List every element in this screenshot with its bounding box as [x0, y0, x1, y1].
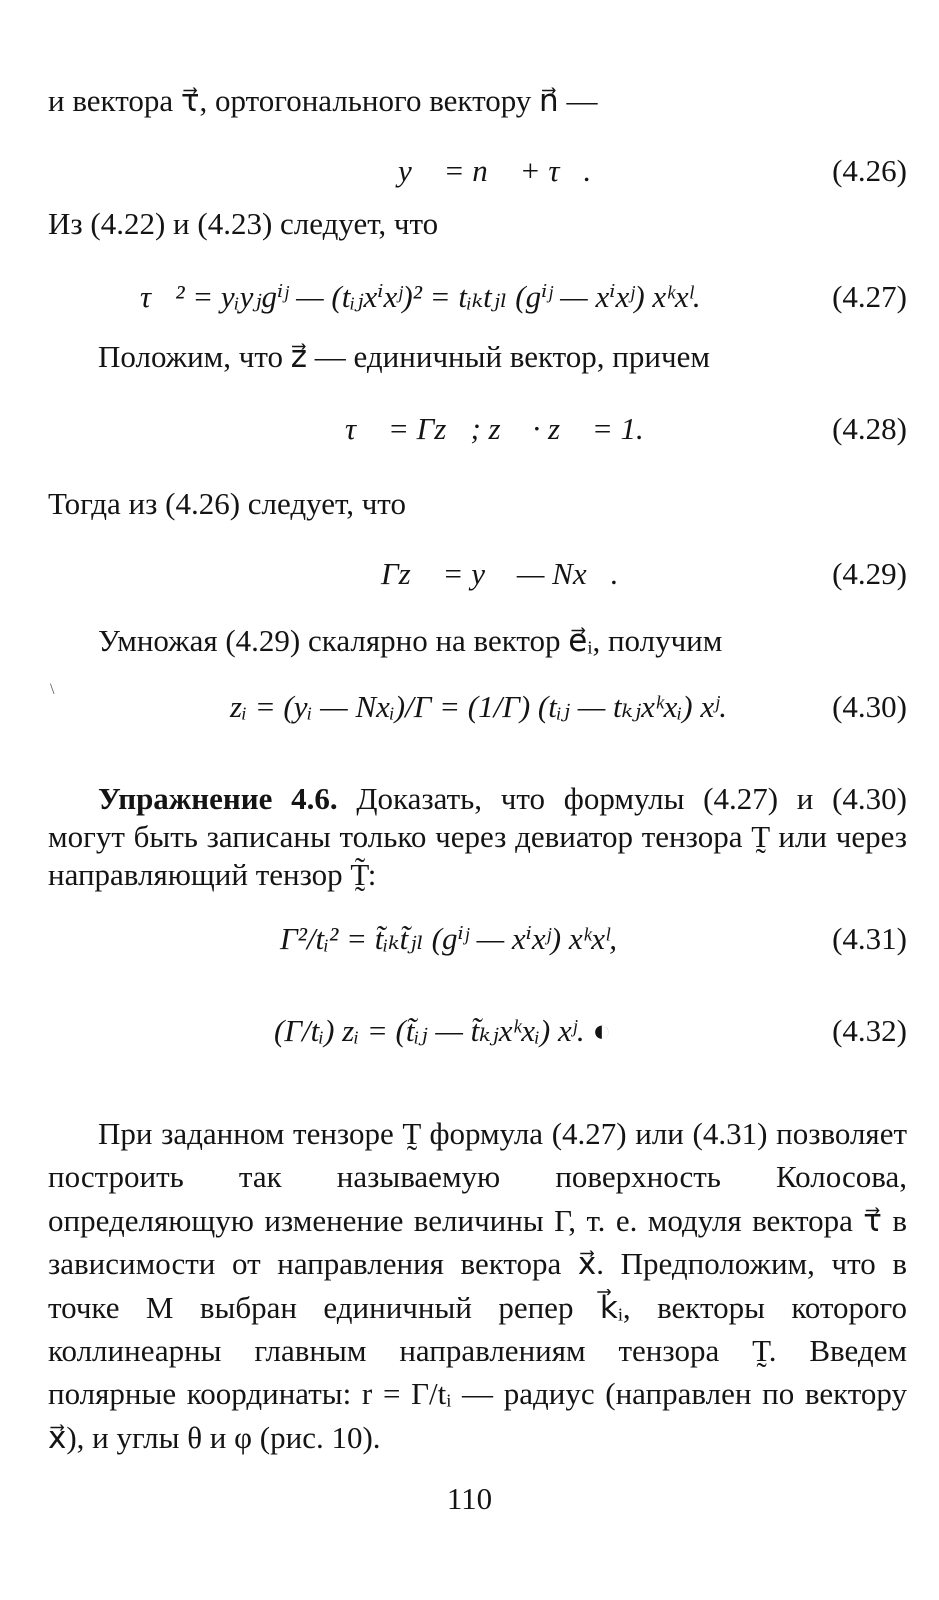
- text-line-5: Умножая (4.29) скалярно на вектор e⃗ᵢ, получим: [98, 623, 723, 658]
- equation-formula: τ⃗ = Γz⃗; z⃗ · z⃗ = 1.: [345, 411, 644, 446]
- equation-number: (4.26): [832, 153, 907, 188]
- main-paragraph: При заданном тензоре T̰ формула (4.27) или (4.31) позволяет построить так называемую поверхность Колосова, определяющую изменение величины Γ, т. е. модуля вектора τ⃗ в зависимости от направления вектора x⃗. Предположим, что в точке M выбран единичный репер k⃗ᵢ, векторы которого коллинеарны главным направлениям тензора T̰. Введем полярные координаты: r = Γ/tᵢ — радиус (направлен по вектору x⃗), и углы θ и φ (рис. 10).: [48, 1116, 907, 1455]
- text-line-1: и вектора τ⃗, ортогонального вектору n⃗ —: [48, 83, 598, 118]
- equation-4-27: [48, 278, 907, 324]
- equation-4-26: [48, 152, 907, 198]
- equation-number: (4.32): [832, 1013, 907, 1048]
- equation-number: (4.27): [832, 279, 907, 314]
- text-line-2: Из (4.22) и (4.23) следует, что: [48, 206, 439, 241]
- equation-formula: (Γ/tᵢ) zᵢ = (t̃ᵢⱼ — t̃ₖⱼxᵏxᵢ) xʲ. ◐: [274, 1013, 612, 1048]
- equation-4-28: [48, 410, 907, 456]
- equation-formula: Γz⃗ = y⃗ — Nx⃗.: [381, 556, 619, 591]
- exercise-text: Доказать, что формулы (4.27) и (4.30) могут быть записаны только через девиатор тензора T̰ или через направляющий тензор T̰̃:: [48, 781, 908, 892]
- page-number: 110: [446, 1481, 493, 1516]
- stray-mark: \: [50, 681, 55, 698]
- equation-formula: τ⃗² = yᵢyⱼgⁱʲ — (tᵢⱼxⁱxʲ)² = tᵢₖtⱼₗ (gⁱʲ — xⁱxʲ) xᵏxˡ.: [140, 279, 701, 314]
- exercise-paragraph: [48, 780, 907, 893]
- exercise-title: Упражнение 4.6.: [98, 781, 338, 816]
- equation-number: (4.28): [832, 411, 907, 446]
- text-line-3: Положим, что z⃗ — единичный вектор, причем: [98, 339, 710, 374]
- equation-formula: zᵢ = (yᵢ — Nxᵢ)/Γ = (1/Γ) (tᵢⱼ — tₖⱼxᵏxᵢ) xʲ.: [230, 689, 727, 724]
- equation-number: (4.29): [832, 556, 907, 591]
- equation-4-29: [48, 555, 907, 601]
- equation-formula: Γ²/tᵢ² = t̃ᵢₖt̃ⱼₗ (gⁱʲ — xⁱxʲ) xᵏxˡ,: [280, 921, 618, 956]
- equation-4-31: [48, 920, 907, 966]
- equation-number: (4.31): [832, 921, 907, 956]
- text-line-4: Тогда из (4.26) следует, что: [48, 486, 406, 521]
- equation-4-32: [48, 1012, 907, 1058]
- equation-4-30: [48, 688, 907, 734]
- equation-formula: y⃗ = n⃗ + τ⃗.: [398, 153, 592, 188]
- equation-number: (4.30): [832, 689, 907, 724]
